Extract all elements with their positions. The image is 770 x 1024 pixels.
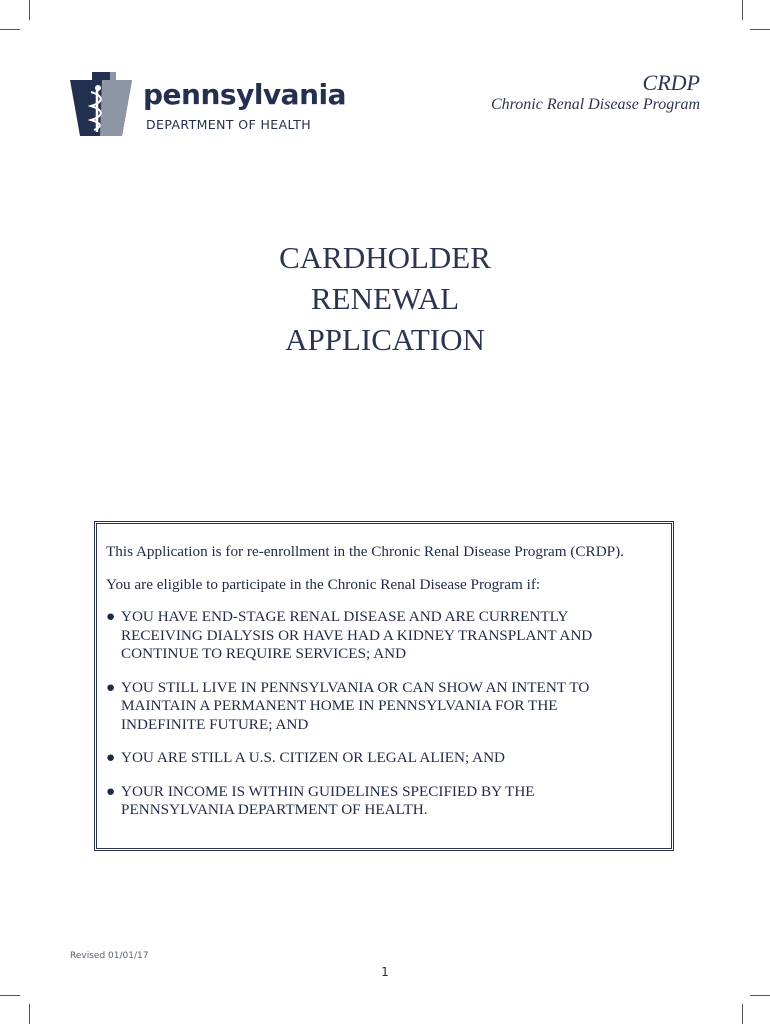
page-number: 1 — [381, 965, 389, 979]
logo-department: DEPARTMENT OF HEALTH — [146, 117, 311, 132]
title-line: APPLICATION — [285, 322, 485, 357]
eligibility-item-text: YOU STILL LIVE IN PENNSYLVANIA OR CAN SHOW AN INTENT TO MAINTAIN A PERMANENT HOME IN PENNSYLVANIA FOR THE INDEFINITE FUTURE; AND — [121, 678, 590, 733]
eligibility-list — [106, 608, 663, 820]
crop-mark — [750, 995, 770, 996]
eligibility-content — [106, 542, 663, 835]
bullet-icon: ● — [106, 749, 116, 766]
eligibility-item-text: YOU HAVE END-STAGE RENAL DISEASE AND ARE CURRENTLY RECEIVING DIALYSIS OR HAVE HAD A KIDNEY TRANSPLANT AND CONTINUE TO REQUIRE SERVICES; AND — [121, 608, 593, 662]
eligibility-box — [94, 521, 674, 851]
crop-mark — [742, 1004, 743, 1024]
bullet-icon: ● — [106, 608, 116, 625]
eligibility-item-text: YOUR INCOME IS WITHIN GUIDELINES SPECIFIED BY THE PENNSYLVANIA DEPARTMENT OF HEALTH. — [121, 782, 535, 818]
revision-date: Revised 01/01/17 — [70, 951, 149, 961]
eligibility-item — [106, 749, 663, 768]
eligibility-item — [106, 608, 663, 664]
eligibility-item — [106, 783, 663, 820]
crop-mark — [0, 995, 20, 996]
crop-mark — [29, 0, 30, 20]
crop-mark — [742, 0, 743, 20]
pa-health-logo — [70, 72, 346, 142]
document-title — [0, 237, 770, 360]
crop-mark — [750, 29, 770, 30]
bullet-icon: ● — [106, 782, 116, 800]
crop-mark — [29, 1004, 30, 1024]
eligibility-item — [106, 679, 663, 735]
title-line: CARDHOLDER — [279, 240, 491, 275]
bullet-icon: ● — [106, 678, 116, 696]
eligibility-lead: You are eligible to participate in the Chronic Renal Disease Program if: — [106, 576, 541, 593]
eligibility-item-text: YOU ARE STILL A U.S. CITIZEN OR LEGAL ALIEN; AND — [121, 749, 506, 766]
program-abbreviation: CRDP — [642, 70, 700, 95]
intro-text: This Application is for re-enrollment in the Chronic Renal Disease Program (CRDP). — [106, 543, 624, 560]
crop-mark — [0, 29, 20, 30]
logo-wordmark: pennsylvania — [143, 78, 346, 111]
title-line: RENEWAL — [310, 281, 460, 316]
program-name: Chronic Renal Disease Program — [490, 96, 700, 113]
keystone-logo-icon — [70, 72, 140, 142]
